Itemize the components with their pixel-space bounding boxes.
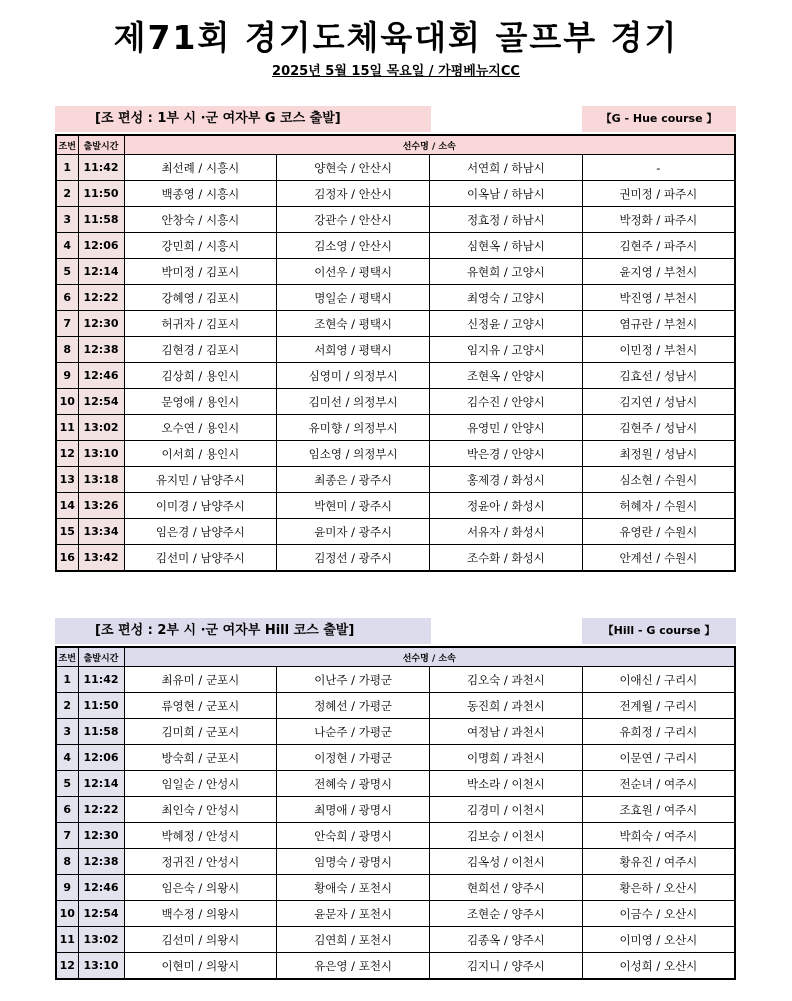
player-cell: 박현미 / 광주시 bbox=[277, 493, 430, 519]
player-cell: 김현경 / 김포시 bbox=[124, 337, 277, 363]
group-number-cell: 5 bbox=[56, 771, 78, 797]
group-number-cell: 7 bbox=[56, 311, 78, 337]
player-cell: 백종영 / 시흥시 bbox=[124, 181, 277, 207]
player-cell: 유은영 / 포천시 bbox=[277, 953, 430, 980]
player-cell: 최정원 / 성남시 bbox=[582, 441, 735, 467]
start-time-cell: 11:42 bbox=[78, 155, 124, 181]
player-cell: 김수진 / 안양시 bbox=[430, 389, 583, 415]
start-time-cell: 12:14 bbox=[78, 771, 124, 797]
header-start-time: 출발시간 bbox=[78, 647, 124, 667]
player-cell: 최종은 / 광주시 bbox=[277, 467, 430, 493]
section-banner bbox=[55, 106, 736, 132]
tee-time-table bbox=[55, 646, 736, 980]
player-cell: 조현옥 / 안양시 bbox=[430, 363, 583, 389]
player-cell: 최인숙 / 안성시 bbox=[124, 797, 277, 823]
table-row bbox=[56, 667, 735, 693]
player-cell: 임명숙 / 광명시 bbox=[277, 849, 430, 875]
table-row bbox=[56, 441, 735, 467]
player-cell: 이애신 / 구리시 bbox=[582, 667, 735, 693]
group-number-cell: 4 bbox=[56, 233, 78, 259]
player-cell: 현희선 / 양주시 bbox=[430, 875, 583, 901]
table-row bbox=[56, 155, 735, 181]
player-cell: 심현옥 / 하남시 bbox=[430, 233, 583, 259]
player-cell: 김소영 / 안산시 bbox=[277, 233, 430, 259]
start-time-cell: 13:34 bbox=[78, 519, 124, 545]
player-cell: 임은경 / 남양주시 bbox=[124, 519, 277, 545]
player-cell: 박소라 / 이천시 bbox=[430, 771, 583, 797]
table-row bbox=[56, 849, 735, 875]
player-cell: 박진영 / 부천시 bbox=[582, 285, 735, 311]
player-cell: 유영민 / 안양시 bbox=[430, 415, 583, 441]
group-number-cell: 7 bbox=[56, 823, 78, 849]
player-cell: 이문연 / 구리시 bbox=[582, 745, 735, 771]
player-cell: 황유진 / 여주시 bbox=[582, 849, 735, 875]
group-number-cell: 6 bbox=[56, 797, 78, 823]
header-group-number: 조번 bbox=[56, 135, 78, 155]
player-cell: 최명애 / 광명시 bbox=[277, 797, 430, 823]
player-cell: 신정윤 / 고양시 bbox=[430, 311, 583, 337]
player-cell: 김현주 / 파주시 bbox=[582, 233, 735, 259]
player-cell: 최영숙 / 고양시 bbox=[430, 285, 583, 311]
player-cell: 김지연 / 성남시 bbox=[582, 389, 735, 415]
player-cell: 김현주 / 성남시 bbox=[582, 415, 735, 441]
player-cell: 류영현 / 군포시 bbox=[124, 693, 277, 719]
group-number-cell: 2 bbox=[56, 181, 78, 207]
player-cell: 정혜선 / 가평군 bbox=[277, 693, 430, 719]
player-cell: - bbox=[582, 155, 735, 181]
player-cell: 김보승 / 이천시 bbox=[430, 823, 583, 849]
player-cell: 서연희 / 하남시 bbox=[430, 155, 583, 181]
player-cell: 안창숙 / 시흥시 bbox=[124, 207, 277, 233]
player-cell: 김오숙 / 과천시 bbox=[430, 667, 583, 693]
player-cell: 윤지영 / 부천시 bbox=[582, 259, 735, 285]
player-cell: 이민정 / 부천시 bbox=[582, 337, 735, 363]
player-cell: 정윤아 / 화성시 bbox=[430, 493, 583, 519]
player-cell: 서희영 / 평택시 bbox=[277, 337, 430, 363]
start-time-cell: 12:46 bbox=[78, 363, 124, 389]
player-cell: 이정현 / 가평군 bbox=[277, 745, 430, 771]
start-time-cell: 12:54 bbox=[78, 389, 124, 415]
player-cell: 최유미 / 군포시 bbox=[124, 667, 277, 693]
player-cell: 이미영 / 오산시 bbox=[582, 927, 735, 953]
table-row bbox=[56, 493, 735, 519]
start-time-cell: 12:14 bbox=[78, 259, 124, 285]
start-time-cell: 11:42 bbox=[78, 667, 124, 693]
player-cell: 김미희 / 군포시 bbox=[124, 719, 277, 745]
player-cell: 조현순 / 양주시 bbox=[430, 901, 583, 927]
group-number-cell: 3 bbox=[56, 207, 78, 233]
player-cell: 허혜자 / 수원시 bbox=[582, 493, 735, 519]
player-cell: 안계선 / 수원시 bbox=[582, 545, 735, 572]
start-time-cell: 13:02 bbox=[78, 415, 124, 441]
player-cell: 정귀진 / 안성시 bbox=[124, 849, 277, 875]
table-row bbox=[56, 233, 735, 259]
player-cell: 임일순 / 안성시 bbox=[124, 771, 277, 797]
player-cell: 이명희 / 과천시 bbox=[430, 745, 583, 771]
group-number-cell: 9 bbox=[56, 875, 78, 901]
player-cell: 이난주 / 가평군 bbox=[277, 667, 430, 693]
group-number-cell: 10 bbox=[56, 901, 78, 927]
table-row bbox=[56, 901, 735, 927]
player-cell: 김효선 / 성남시 bbox=[582, 363, 735, 389]
tee-time-table bbox=[55, 134, 736, 572]
player-cell: 유미향 / 의정부시 bbox=[277, 415, 430, 441]
header-players: 선수명 / 소속 bbox=[124, 135, 735, 155]
table-row bbox=[56, 953, 735, 980]
table-row bbox=[56, 745, 735, 771]
player-cell: 유영란 / 수원시 bbox=[582, 519, 735, 545]
player-cell: 윤미자 / 광주시 bbox=[277, 519, 430, 545]
section-banner bbox=[55, 618, 736, 644]
player-cell: 최선례 / 시흥시 bbox=[124, 155, 277, 181]
player-cell: 조효원 / 여주시 bbox=[582, 797, 735, 823]
player-cell: 박희숙 / 여주시 bbox=[582, 823, 735, 849]
player-cell: 김선미 / 남양주시 bbox=[124, 545, 277, 572]
group-banner-title: [조 편성 : 2부 시 ·군 여자부 Hill 코스 출발] bbox=[55, 618, 431, 644]
player-cell: 박은경 / 안양시 bbox=[430, 441, 583, 467]
player-cell: 김지니 / 양주시 bbox=[430, 953, 583, 980]
player-cell: 임소영 / 의정부시 bbox=[277, 441, 430, 467]
player-cell: 김미선 / 의정부시 bbox=[277, 389, 430, 415]
table-row bbox=[56, 467, 735, 493]
start-time-cell: 12:38 bbox=[78, 849, 124, 875]
start-time-cell: 12:06 bbox=[78, 233, 124, 259]
player-cell: 조현숙 / 평택시 bbox=[277, 311, 430, 337]
group-number-cell: 3 bbox=[56, 719, 78, 745]
player-cell: 황애숙 / 포천시 bbox=[277, 875, 430, 901]
group-number-cell: 2 bbox=[56, 693, 78, 719]
player-cell: 이금수 / 오산시 bbox=[582, 901, 735, 927]
group-number-cell: 5 bbox=[56, 259, 78, 285]
group-number-cell: 14 bbox=[56, 493, 78, 519]
player-cell: 이선우 / 평택시 bbox=[277, 259, 430, 285]
start-time-cell: 13:02 bbox=[78, 927, 124, 953]
player-cell: 이옥남 / 하남시 bbox=[430, 181, 583, 207]
table-row bbox=[56, 693, 735, 719]
table-row bbox=[56, 285, 735, 311]
player-cell: 허귀자 / 김포시 bbox=[124, 311, 277, 337]
player-cell: 명일순 / 평택시 bbox=[277, 285, 430, 311]
player-cell: 서유자 / 화성시 bbox=[430, 519, 583, 545]
group-number-cell: 13 bbox=[56, 467, 78, 493]
player-cell: 박미정 / 김포시 bbox=[124, 259, 277, 285]
start-time-cell: 12:22 bbox=[78, 285, 124, 311]
player-cell: 김옥성 / 이천시 bbox=[430, 849, 583, 875]
group-number-cell: 1 bbox=[56, 667, 78, 693]
table-header-row bbox=[56, 135, 735, 155]
section-hill-course bbox=[55, 618, 736, 980]
header-group-number: 조번 bbox=[56, 647, 78, 667]
header-start-time: 출발시간 bbox=[78, 135, 124, 155]
start-time-cell: 11:58 bbox=[78, 719, 124, 745]
player-cell: 유희정 / 구리시 bbox=[582, 719, 735, 745]
start-time-cell: 11:50 bbox=[78, 181, 124, 207]
player-cell: 김연희 / 포천시 bbox=[277, 927, 430, 953]
player-cell: 안숙희 / 광명시 bbox=[277, 823, 430, 849]
table-row bbox=[56, 389, 735, 415]
table-row bbox=[56, 545, 735, 572]
page-title: 제71회 경기도체육대회 골프부 경기 bbox=[113, 18, 679, 57]
table-row bbox=[56, 207, 735, 233]
player-cell: 전계월 / 구리시 bbox=[582, 693, 735, 719]
player-cell: 권미정 / 파주시 bbox=[582, 181, 735, 207]
table-row bbox=[56, 181, 735, 207]
start-time-cell: 13:42 bbox=[78, 545, 124, 572]
player-cell: 유현희 / 고양시 bbox=[430, 259, 583, 285]
group-number-cell: 16 bbox=[56, 545, 78, 572]
start-time-cell: 12:38 bbox=[78, 337, 124, 363]
player-cell: 임지유 / 고양시 bbox=[430, 337, 583, 363]
group-number-cell: 12 bbox=[56, 441, 78, 467]
start-time-cell: 12:30 bbox=[78, 311, 124, 337]
table-row bbox=[56, 927, 735, 953]
player-cell: 황은하 / 오산시 bbox=[582, 875, 735, 901]
start-time-cell: 12:46 bbox=[78, 875, 124, 901]
start-time-cell: 12:30 bbox=[78, 823, 124, 849]
player-cell: 정효정 / 하남시 bbox=[430, 207, 583, 233]
table-row bbox=[56, 875, 735, 901]
section-g-course bbox=[55, 106, 736, 572]
table-row bbox=[56, 719, 735, 745]
player-cell: 동진희 / 과천시 bbox=[430, 693, 583, 719]
group-number-cell: 15 bbox=[56, 519, 78, 545]
group-number-cell: 10 bbox=[56, 389, 78, 415]
course-label: 【G - Hue course 】 bbox=[582, 106, 736, 132]
player-cell: 염규란 / 부천시 bbox=[582, 311, 735, 337]
player-cell: 김선미 / 의왕시 bbox=[124, 927, 277, 953]
start-time-cell: 13:10 bbox=[78, 441, 124, 467]
table-row bbox=[56, 823, 735, 849]
table-header-row bbox=[56, 647, 735, 667]
player-cell: 여정남 / 과천시 bbox=[430, 719, 583, 745]
player-cell: 이미경 / 남양주시 bbox=[124, 493, 277, 519]
player-cell: 이현미 / 의왕시 bbox=[124, 953, 277, 980]
table-row bbox=[56, 797, 735, 823]
player-cell: 김정자 / 안산시 bbox=[277, 181, 430, 207]
player-cell: 문영애 / 용인시 bbox=[124, 389, 277, 415]
player-cell: 김상희 / 용인시 bbox=[124, 363, 277, 389]
table-row bbox=[56, 519, 735, 545]
start-time-cell: 11:50 bbox=[78, 693, 124, 719]
player-cell: 심영미 / 의정부시 bbox=[277, 363, 430, 389]
group-number-cell: 6 bbox=[56, 285, 78, 311]
table-row bbox=[56, 337, 735, 363]
course-label: 【Hill - G course 】 bbox=[582, 618, 736, 644]
player-cell: 강관수 / 안산시 bbox=[277, 207, 430, 233]
player-cell: 방숙희 / 군포시 bbox=[124, 745, 277, 771]
start-time-cell: 11:58 bbox=[78, 207, 124, 233]
player-cell: 임은숙 / 의왕시 bbox=[124, 875, 277, 901]
group-number-cell: 4 bbox=[56, 745, 78, 771]
player-cell: 강혜영 / 김포시 bbox=[124, 285, 277, 311]
player-cell: 이성희 / 오산시 bbox=[582, 953, 735, 980]
start-time-cell: 13:18 bbox=[78, 467, 124, 493]
header-players: 선수명 / 소속 bbox=[124, 647, 735, 667]
group-number-cell: 8 bbox=[56, 337, 78, 363]
table-row bbox=[56, 259, 735, 285]
group-number-cell: 8 bbox=[56, 849, 78, 875]
player-cell: 양현숙 / 안산시 bbox=[277, 155, 430, 181]
player-cell: 강민희 / 시흥시 bbox=[124, 233, 277, 259]
start-time-cell: 13:10 bbox=[78, 953, 124, 980]
player-cell: 박혜정 / 안성시 bbox=[124, 823, 277, 849]
player-cell: 심소현 / 수원시 bbox=[582, 467, 735, 493]
start-time-cell: 13:26 bbox=[78, 493, 124, 519]
player-cell: 오수연 / 용인시 bbox=[124, 415, 277, 441]
group-number-cell: 11 bbox=[56, 415, 78, 441]
group-number-cell: 12 bbox=[56, 953, 78, 980]
player-cell: 박정화 / 파주시 bbox=[582, 207, 735, 233]
player-cell: 나순주 / 가평군 bbox=[277, 719, 430, 745]
event-date-venue: 2025년 5월 15일 목요일 / 가평베뉴지CC bbox=[272, 64, 520, 79]
start-time-cell: 12:22 bbox=[78, 797, 124, 823]
player-cell: 김종옥 / 양주시 bbox=[430, 927, 583, 953]
start-time-cell: 12:54 bbox=[78, 901, 124, 927]
group-number-cell: 9 bbox=[56, 363, 78, 389]
player-cell: 유지민 / 남양주시 bbox=[124, 467, 277, 493]
player-cell: 홍제경 / 화성시 bbox=[430, 467, 583, 493]
table-row bbox=[56, 771, 735, 797]
group-number-cell: 11 bbox=[56, 927, 78, 953]
player-cell: 조수화 / 화성시 bbox=[430, 545, 583, 572]
player-cell: 이서희 / 용인시 bbox=[124, 441, 277, 467]
player-cell: 김정선 / 광주시 bbox=[277, 545, 430, 572]
start-time-cell: 12:06 bbox=[78, 745, 124, 771]
group-banner-title: [조 편성 : 1부 시 ·군 여자부 G 코스 출발] bbox=[55, 106, 431, 132]
player-cell: 전혜숙 / 광명시 bbox=[277, 771, 430, 797]
table-row bbox=[56, 311, 735, 337]
player-cell: 전순녀 / 여주시 bbox=[582, 771, 735, 797]
group-number-cell: 1 bbox=[56, 155, 78, 181]
table-row bbox=[56, 363, 735, 389]
player-cell: 김경미 / 이천시 bbox=[430, 797, 583, 823]
player-cell: 백수정 / 의왕시 bbox=[124, 901, 277, 927]
table-row bbox=[56, 415, 735, 441]
player-cell: 윤문자 / 포천시 bbox=[277, 901, 430, 927]
